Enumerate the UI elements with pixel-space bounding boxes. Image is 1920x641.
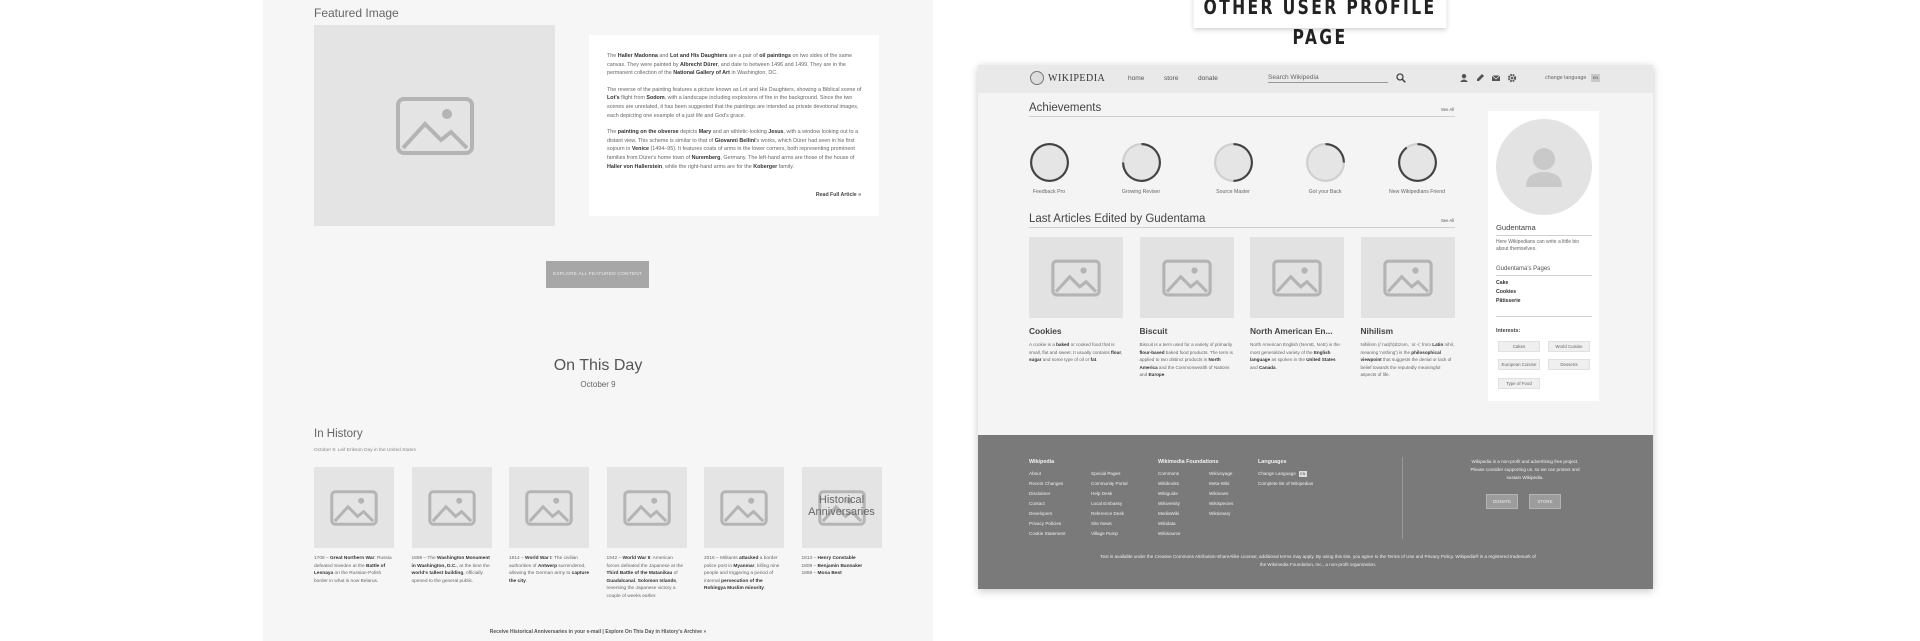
- achievement-ring: [1122, 143, 1161, 182]
- history-caption: 1708 – Great Northern War: Russia defeated Sweden at the Battle of Lesnaya on the Russian-Polish border in what is now Belarus.: [314, 556, 392, 584]
- footer-link[interactable]: Disclaimer: [1029, 491, 1051, 496]
- edit-icon[interactable]: [1475, 73, 1485, 83]
- profile-main: [978, 93, 1653, 435]
- footer-link[interactable]: Special Pages: [1091, 471, 1121, 476]
- history-caption: 1813 – Henry Constable 1808 – Benjamin Bannaker 1888 – Mona Best: [801, 556, 863, 577]
- footer-link[interactable]: Developers: [1029, 511, 1053, 516]
- article-title[interactable]: Nihilism: [1360, 326, 1394, 336]
- achievement-ring: [1214, 143, 1253, 182]
- footer-link[interactable]: Wikivoyage: [1209, 471, 1233, 476]
- article-body: [607, 52, 863, 171]
- footer-link[interactable]: Wikiguide: [1158, 491, 1178, 496]
- history-image-placeholder[interactable]: [314, 467, 394, 548]
- on-this-day-date: October 9: [580, 380, 616, 389]
- profile-name: Gudentama: [1496, 223, 1536, 232]
- article-description: Nihilism (/ˈnaɪ(h)ɪlɪzəm, ˈniː-/; from Latin nihil, meaning 'nothing') is the philosophical viewpoint that suggests the denial or lack of belief towards the reputedly meaningful aspects of life.: [1360, 342, 1454, 378]
- footer-link[interactable]: Wikidata: [1158, 521, 1176, 526]
- article-card[interactable]: [1029, 237, 1123, 364]
- articles-title: Last Articles Edited by Gudentama: [1029, 213, 1206, 225]
- avatar-user-icon: [1496, 119, 1592, 215]
- article-paragraph: The Haller Madonna and Lot and His Daughters are a pair of oil paintings on two sides of the same canvas. They were painted by Albrecht Dürer, and date to between 1496 and 1499. They are in the permanent collection of the National Gallery of Art in Washington, DC.: [607, 53, 853, 77]
- profile-page-link[interactable]: Cookies: [1496, 289, 1517, 295]
- pages-divider: [1496, 275, 1592, 276]
- footer-link[interactable]: MediaWiki: [1158, 511, 1180, 516]
- profile-bio: Here Wikipedians can write a little bio about themselves.: [1496, 239, 1580, 253]
- user-profile-page: [978, 65, 1653, 589]
- history-item[interactable]: [509, 467, 589, 585]
- article-card[interactable]: [1250, 237, 1344, 371]
- footer-legal: Text is available under the Creative Commons Attribution-ShareAlike License; additional terms may apply. By using this site, you agree to the Terms of Use and Privacy Policy. Wikipedia® is a registered trademark of the Wikimedia Foundation, Inc., a non-profit organization.: [1100, 554, 1536, 567]
- achievements-see-all[interactable]: See All: [1441, 107, 1455, 112]
- article-image-placeholder[interactable]: [1250, 237, 1344, 318]
- image-placeholder-icon: [1051, 259, 1101, 297]
- achievement-label: Growing Reviser: [1121, 189, 1161, 195]
- achievement-label: New Wikipedians Friend: [1389, 189, 1445, 195]
- footer-link[interactable]: Village Pump: [1091, 531, 1118, 536]
- image-placeholder-icon: [720, 490, 768, 526]
- image-placeholder-icon: [428, 490, 476, 526]
- article-title[interactable]: Biscuit: [1139, 326, 1168, 336]
- footer-link[interactable]: Wikispecies: [1209, 501, 1234, 506]
- footer-link[interactable]: Wikibooks: [1158, 481, 1179, 486]
- article-card[interactable]: [1140, 237, 1234, 379]
- footer-lang-chip[interactable]: EN: [1300, 472, 1306, 476]
- featured-article-card: [589, 35, 879, 216]
- historical-anniversaries-label: Historical Anniversaries: [808, 494, 875, 518]
- in-history-title: In History: [314, 428, 363, 440]
- footer-link[interactable]: Site News: [1091, 521, 1112, 526]
- top-bar: [978, 65, 1653, 93]
- footer-wikimedia-title: Wikimedia Foundations: [1158, 459, 1219, 465]
- image-placeholder-icon: [330, 490, 378, 526]
- article-description: A cookie is a baked or cooked food that is small, flat and sweet. It usually contains flour, sugar and some type of oil or fat.: [1029, 342, 1123, 363]
- footer-change-language-label[interactable]: Change Language: [1258, 471, 1296, 477]
- interests-divider: [1496, 316, 1592, 317]
- footer-divider: [1402, 457, 1403, 539]
- image-placeholder-icon: [623, 490, 671, 526]
- achievement-ring: [1398, 143, 1437, 182]
- change-language-link[interactable]: change language: [1545, 75, 1587, 81]
- profile-page-link[interactable]: Pâtisserie: [1496, 298, 1521, 304]
- interest-chip[interactable]: European Cuisine: [1498, 359, 1540, 370]
- footer-link[interactable]: About: [1029, 471, 1042, 476]
- article-paragraph: The reverse of the painting features a picture known as Lot and His Daughters, showing a Biblical scene of Lot's flight from Sodom, with a landscape including explosions of fire in the background. Since the two scenes are unrelated, it has been suggested that the paintings are intended as private devotional images, each depicting one example of a just life and God's grace.: [607, 86, 862, 119]
- language-badge[interactable]: EN: [1592, 75, 1599, 80]
- article-description: North American English (NAmE, NAE) is the most generalized variety of the English language as spoken in the United States and Canada.: [1250, 342, 1340, 370]
- read-full-article-link[interactable]: Read Full Article »: [815, 192, 861, 199]
- history-image-placeholder[interactable]: [412, 467, 492, 548]
- profile-pages-title: Gudentama's Pages: [1496, 266, 1551, 272]
- footer-link[interactable]: Commons: [1158, 471, 1179, 476]
- footer-link[interactable]: Privacy Policies: [1029, 521, 1062, 526]
- achievement-label: Feedback Pro: [1032, 189, 1066, 195]
- achievement-ring: [1030, 143, 1069, 182]
- footer-wikipedia-title: Wikipedia: [1029, 459, 1055, 465]
- image-placeholder-icon: [525, 490, 573, 526]
- featured-content-page: [263, 0, 933, 641]
- history-item[interactable]: [412, 467, 492, 585]
- footer-note: Wikipedia is a non-profit and advertising free project. Please consider supporting us, so we can protect and sustain Wikipedia.: [1470, 459, 1580, 480]
- history-caption: 2016 – Militants attacked a border police post in Myanmar, killing nine people and triggering a period of internal persecution of the Rohingya Muslim minority.: [704, 556, 780, 592]
- achievements-divider: [1029, 116, 1455, 117]
- footer-link[interactable]: Local Embassy: [1091, 501, 1123, 506]
- achievement-badge[interactable]: [1009, 143, 1089, 195]
- achievements-title: Achievements: [1029, 102, 1102, 114]
- footer-link[interactable]: Recent Changes: [1029, 481, 1064, 486]
- achievement-badge[interactable]: [1285, 143, 1365, 195]
- article-paragraph: The painting on the obverse depicts Mary and an athletic-looking Jesus, with a window looking out to a distant view. This scheme is similar to that of Giovanni Bellini's works, which Dürer had seen in his first sojourn in Venice (1494–95). It features coats of arms in the lower corners, both representing prominent families from Dürer's home town of Nuremberg, Germany. The left-hand arms are those of the house of Haller von Hallerstein, while the right-hand arms are for the Koberger family.: [607, 129, 859, 170]
- articles-see-all[interactable]: See All: [1441, 218, 1455, 223]
- article-title[interactable]: North American En...: [1250, 326, 1333, 336]
- image-placeholder-icon: [1162, 259, 1212, 297]
- footer-link[interactable]: Cookie Statement: [1029, 531, 1066, 536]
- history-image-placeholder[interactable]: [607, 467, 687, 548]
- history-caption: 1942 – World War II: American forces defeated the Japanese at the Third Battle of the Matanikau of Guadalcanal, Solomon Islands, reversing the Japanese victory a couple of weeks earlier.: [606, 556, 684, 599]
- interest-chip[interactable]: World Cuisine: [1548, 341, 1590, 352]
- gear-icon[interactable]: [1507, 73, 1517, 83]
- achievement-badge[interactable]: [1193, 143, 1273, 195]
- history-item[interactable]: [704, 467, 784, 593]
- on-this-day-title: On This Day: [553, 357, 643, 374]
- footer-wikipedias-list[interactable]: Complete list of Wikipedias: [1258, 481, 1314, 486]
- interest-chip[interactable]: Type of Food: [1498, 378, 1540, 389]
- history-image-placeholder[interactable]: [509, 467, 589, 548]
- history-item[interactable]: [802, 467, 882, 578]
- donate-button[interactable]: DONATE: [1486, 494, 1518, 509]
- footer-link[interactable]: Meta-Wiki: [1209, 481, 1230, 486]
- history-image-placeholder[interactable]: [802, 467, 882, 548]
- image-placeholder-icon: [395, 96, 475, 156]
- nav-home[interactable]: home: [1128, 75, 1145, 82]
- history-footer-link[interactable]: Receive Historical Anniversaries in your e-mail | Explore On This Day in History's Archive »: [489, 629, 707, 635]
- history-item[interactable]: [607, 467, 687, 601]
- article-image-placeholder[interactable]: [1361, 237, 1455, 318]
- search-input[interactable]: [1268, 72, 1388, 83]
- history-image-placeholder[interactable]: [704, 467, 784, 548]
- article-title[interactable]: Cookies: [1029, 326, 1062, 336]
- user-icon[interactable]: [1459, 73, 1469, 83]
- avatar[interactable]: [1496, 119, 1592, 215]
- explore-featured-button[interactable]: EXPLORE ALL FEATURED CONTENT: [546, 261, 649, 288]
- footer-link[interactable]: Wikiversity: [1158, 501, 1180, 506]
- site-footer: [978, 435, 1653, 589]
- history-caption: 1888 – The Washington Monument in Washington, D.C., at the time the world's tallest building, officially opened to the general public.: [411, 556, 490, 584]
- articles-divider: [1029, 227, 1455, 228]
- interest-chip[interactable]: Desserts: [1548, 359, 1590, 370]
- store-button[interactable]: STORE: [1529, 494, 1561, 509]
- footer-link[interactable]: Reference Desk: [1091, 511, 1124, 516]
- profile-page-link[interactable]: Cake: [1496, 280, 1509, 286]
- interest-chip[interactable]: Cakes: [1498, 341, 1540, 352]
- achievement-ring: [1306, 143, 1345, 182]
- nav-donate[interactable]: donate: [1198, 75, 1218, 82]
- achievement-label: Got your Back: [1308, 189, 1342, 195]
- achievement-badge[interactable]: [1377, 143, 1457, 195]
- featured-image-placeholder[interactable]: [314, 25, 555, 226]
- profile-sidebar: [1488, 111, 1599, 401]
- image-placeholder-icon: [1272, 259, 1322, 297]
- footer-link[interactable]: Wiktionary: [1209, 511, 1231, 516]
- wikipedia-globe-icon[interactable]: [1030, 71, 1044, 85]
- featured-image-title: Featured Image: [314, 6, 399, 20]
- article-image-placeholder[interactable]: [1140, 237, 1234, 318]
- footer-link[interactable]: Community Portal: [1091, 481, 1128, 486]
- profile-divider: [1496, 235, 1592, 236]
- search-icon[interactable]: [1396, 73, 1406, 83]
- wikipedia-logo[interactable]: WIKIPEDIA: [1048, 73, 1106, 84]
- in-history-subtitle: October 9: Leif Erikson Day in the United States: [314, 448, 416, 453]
- footer-languages-title: Languages: [1258, 459, 1287, 465]
- footer-link[interactable]: Wikisource: [1158, 531, 1181, 536]
- article-image-placeholder[interactable]: [1029, 237, 1123, 318]
- footer-link[interactable]: Help Desk: [1091, 491, 1113, 496]
- interests-title: Interests:: [1496, 328, 1521, 334]
- mail-icon[interactable]: [1491, 73, 1501, 83]
- article-description: Biscuit is a term used for a variety of primarily flour-based baked food products. The term is applied to two distinct products in North America and the Commonwealth of Nations and Europe.: [1139, 342, 1233, 378]
- history-item[interactable]: [314, 467, 394, 585]
- achievement-badge[interactable]: [1101, 143, 1181, 195]
- article-card[interactable]: [1361, 237, 1455, 379]
- page-label: OTHER USER PROFILE PAGE: [1194, 0, 1447, 28]
- nav-store[interactable]: store: [1164, 75, 1179, 82]
- achievement-label: Source Master: [1216, 189, 1250, 195]
- history-caption: 1914 – World War I: The civilian authorities of Antwerp surrendered, allowing the German army to capture the city.: [509, 556, 589, 584]
- footer-change-language[interactable]: [1258, 471, 1307, 477]
- footer-link[interactable]: Contact: [1029, 501, 1045, 506]
- image-placeholder-icon: [1383, 259, 1433, 297]
- footer-link[interactable]: Wikinews: [1209, 491, 1229, 496]
